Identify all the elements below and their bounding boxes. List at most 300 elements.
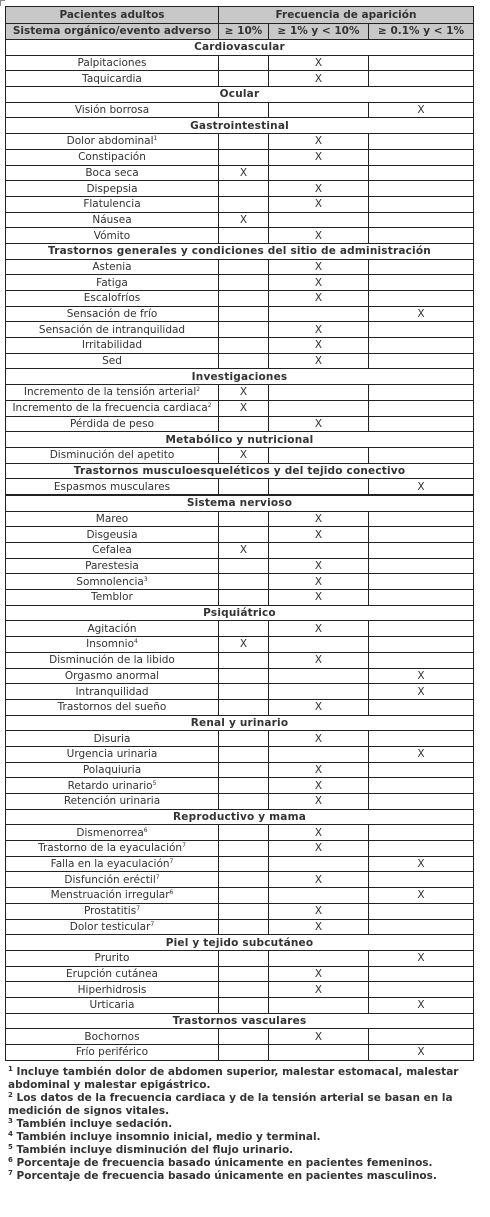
footnote-number: 4 <box>8 1130 13 1138</box>
frequency-cell-2: X <box>269 322 369 338</box>
table-row <box>6 55 474 71</box>
frequency-cell-1 <box>219 982 269 998</box>
event-name-text: Menstruación irregular <box>50 889 170 902</box>
frequency-cell-2: X <box>269 291 369 307</box>
table-row <box>6 731 474 747</box>
frequency-cell-3 <box>369 149 474 165</box>
frequency-cell-3: X <box>369 746 474 762</box>
section-row <box>6 1013 474 1029</box>
frequency-cell-3 <box>369 196 474 212</box>
frequency-cell-3 <box>369 574 474 590</box>
frequency-cell-3 <box>369 966 474 982</box>
table-row <box>6 527 474 543</box>
frequency-cell-1 <box>219 590 269 606</box>
frequency-cell-2: X <box>269 55 369 71</box>
event-name-text: Intranquilidad <box>75 685 149 698</box>
section-title: Trastornos vasculares <box>6 1013 474 1029</box>
event-name <box>6 400 219 416</box>
frequency-cell-1: X <box>219 385 269 401</box>
section-title: Sistema nervioso <box>6 495 474 511</box>
table-row <box>6 872 474 888</box>
frequency-cell-2 <box>269 856 369 872</box>
table-row <box>6 841 474 857</box>
frequency-cell-3 <box>369 543 474 559</box>
frequency-cell-3 <box>369 762 474 778</box>
frequency-cell-3: X <box>369 888 474 904</box>
frequency-cell-2 <box>269 400 369 416</box>
frequency-cell-2: X <box>269 71 369 87</box>
frequency-cell-1 <box>219 668 269 684</box>
table-row <box>6 888 474 904</box>
table-row <box>6 919 474 935</box>
event-name <box>6 558 219 574</box>
frequency-cell-1 <box>219 527 269 543</box>
section-row <box>6 432 474 448</box>
event-name-text: Visión borrosa <box>74 104 150 117</box>
event-name <box>6 699 219 715</box>
frequency-cell-2 <box>269 668 369 684</box>
footnote-ref: 1 <box>153 135 158 143</box>
frequency-cell-2: X <box>269 762 369 778</box>
event-name-text: Somnolencia <box>76 575 144 588</box>
frequency-cell-1 <box>219 778 269 794</box>
frequency-cell-1 <box>219 652 269 668</box>
event-name <box>6 778 219 794</box>
frequency-cell-2: X <box>269 527 369 543</box>
frequency-cell-3 <box>369 903 474 919</box>
frequency-cell-1 <box>219 322 269 338</box>
frequency-cell-3 <box>369 699 474 715</box>
frequency-cell-2: X <box>269 1029 369 1045</box>
frequency-cell-1 <box>219 511 269 527</box>
section-row <box>6 715 474 731</box>
frequency-cell-1 <box>219 841 269 857</box>
event-name-text: Retención urinaria <box>63 795 161 808</box>
table-row <box>6 778 474 794</box>
frequency-cell-3: X <box>369 479 474 495</box>
frequency-cell-1 <box>219 479 269 495</box>
frequency-cell-3 <box>369 353 474 369</box>
frequency-cell-2: X <box>269 228 369 244</box>
event-name-text: Fatiga <box>96 276 128 289</box>
frequency-cell-2 <box>269 543 369 559</box>
event-name-text: Dolor testicular <box>69 920 151 933</box>
frequency-cell-3 <box>369 71 474 87</box>
event-name <box>6 134 219 150</box>
footnote-ref: 6 <box>169 889 174 897</box>
event-name <box>6 888 219 904</box>
frequency-cell-2: X <box>269 872 369 888</box>
table-row <box>6 1045 474 1061</box>
frequency-cell-3 <box>369 181 474 197</box>
event-name <box>6 181 219 197</box>
frequency-cell-2 <box>269 684 369 700</box>
event-name-text: Náusea <box>92 213 132 226</box>
frequency-cell-2: X <box>269 338 369 354</box>
event-name <box>6 731 219 747</box>
event-name-text: Retardo urinario <box>67 779 153 792</box>
event-name-text: Dispepsia <box>86 182 138 195</box>
event-name-text: Escalofríos <box>83 292 141 305</box>
frequency-cell-3 <box>369 275 474 291</box>
frequency-cell-1 <box>219 731 269 747</box>
frequency-cell-2 <box>269 385 369 401</box>
table-row <box>6 102 474 118</box>
event-name <box>6 1045 219 1061</box>
frequency-cell-3 <box>369 55 474 71</box>
frequency-cell-2: X <box>269 794 369 810</box>
frequency-cell-3: X <box>369 668 474 684</box>
event-name <box>6 574 219 590</box>
frequency-cell-1: X <box>219 165 269 181</box>
section-title: Psiquiátrico <box>6 605 474 621</box>
event-name-text: Urgencia urinaria <box>66 748 158 761</box>
event-name-text: Frío periférico <box>75 1046 149 1059</box>
event-name-text: Prostatitis <box>83 905 137 918</box>
footnote-text: Porcentaje de frecuencia basado únicamente en pacientes masculinos. <box>16 1170 437 1182</box>
event-name-text: Bochornos <box>84 1030 140 1043</box>
header-row-top <box>6 7 474 24</box>
frequency-cell-3 <box>369 400 474 416</box>
table-row <box>6 966 474 982</box>
footnote <box>8 1144 486 1157</box>
event-name <box>6 652 219 668</box>
event-name-text: Parestesia <box>85 560 139 573</box>
frequency-cell-3 <box>369 447 474 463</box>
table-row <box>6 699 474 715</box>
frequency-cell-1: X <box>219 543 269 559</box>
event-name-text: Cefalea <box>92 544 132 557</box>
frequency-cell-2 <box>269 165 369 181</box>
frequency-cell-3: X <box>369 684 474 700</box>
event-name-text: Trastornos del sueño <box>57 701 167 714</box>
frequency-cell-2: X <box>269 574 369 590</box>
frequency-cell-2: X <box>269 731 369 747</box>
event-name-text: Sensación de intranquilidad <box>38 323 186 336</box>
frequency-cell-2: X <box>269 652 369 668</box>
table-body <box>6 40 474 1061</box>
table-row <box>6 574 474 590</box>
table-row <box>6 746 474 762</box>
frequency-cell-2: X <box>269 621 369 637</box>
header-freq-col-2: ≥ 1% y < 10% <box>269 23 369 40</box>
footnote-ref: 7 <box>150 920 155 928</box>
frequency-cell-1 <box>219 353 269 369</box>
event-name-text: Erupción cutánea <box>66 967 158 980</box>
footnote <box>8 1157 486 1170</box>
section-row <box>6 40 474 56</box>
event-name-text: Flatulencia <box>83 198 141 211</box>
frequency-cell-3 <box>369 621 474 637</box>
table-row <box>6 149 474 165</box>
event-name <box>6 228 219 244</box>
event-name-text: Espasmos musculares <box>53 480 171 493</box>
table-row <box>6 385 474 401</box>
event-name <box>6 684 219 700</box>
event-name <box>6 149 219 165</box>
frequency-cell-3 <box>369 322 474 338</box>
frequency-cell-3: X <box>369 1045 474 1061</box>
table-row <box>6 416 474 432</box>
footnote-ref: 6 <box>143 826 148 834</box>
event-name <box>6 825 219 841</box>
footnote-number: 1 <box>8 1065 13 1073</box>
header-frequency: Frecuencia de aparición <box>219 7 474 24</box>
frequency-cell-2 <box>269 637 369 653</box>
section-row <box>6 463 474 479</box>
frequency-cell-2: X <box>269 416 369 432</box>
frequency-cell-1 <box>219 699 269 715</box>
frequency-cell-2: X <box>269 590 369 606</box>
section-title: Investigaciones <box>6 369 474 385</box>
table-row <box>6 762 474 778</box>
footnote-ref: 7 <box>182 842 186 850</box>
frequency-cell-3 <box>369 637 474 653</box>
frequency-cell-3 <box>369 385 474 401</box>
frequency-cell-2: X <box>269 353 369 369</box>
table-row <box>6 684 474 700</box>
event-name <box>6 966 219 982</box>
frequency-cell-3 <box>369 825 474 841</box>
table-row <box>6 621 474 637</box>
event-name <box>6 841 219 857</box>
event-name <box>6 621 219 637</box>
frequency-cell-2: X <box>269 825 369 841</box>
frequency-cell-1 <box>219 903 269 919</box>
frequency-cell-1 <box>219 997 269 1013</box>
section-title: Ocular <box>6 87 474 103</box>
frequency-cell-2 <box>269 950 369 966</box>
event-name <box>6 527 219 543</box>
frequency-cell-2 <box>269 888 369 904</box>
table-row <box>6 306 474 322</box>
frequency-cell-2 <box>269 479 369 495</box>
footnote-text: Los datos de la frecuencia cardiaca y de la tensión arterial se basan en la medición de signos vitales. <box>8 1092 453 1117</box>
event-name-text: Taquicardia <box>82 72 142 85</box>
footnote <box>8 1118 486 1131</box>
event-name <box>6 196 219 212</box>
section-row <box>6 369 474 385</box>
frequency-cell-3: X <box>369 997 474 1013</box>
frequency-cell-2: X <box>269 699 369 715</box>
frequency-cell-3 <box>369 841 474 857</box>
frequency-cell-2 <box>269 306 369 322</box>
table-row <box>6 338 474 354</box>
event-name <box>6 322 219 338</box>
footnote-ref: 7 <box>169 858 174 866</box>
frequency-cell-3: X <box>369 306 474 322</box>
event-name <box>6 212 219 228</box>
table-row <box>6 447 474 463</box>
table-row <box>6 181 474 197</box>
frequency-cell-3 <box>369 416 474 432</box>
frequency-cell-1 <box>219 794 269 810</box>
footnote-ref: 5 <box>152 779 157 787</box>
frequency-cell-1: X <box>219 447 269 463</box>
frequency-cell-1 <box>219 181 269 197</box>
frequency-cell-1: X <box>219 212 269 228</box>
frequency-cell-2: X <box>269 841 369 857</box>
frequency-cell-3: X <box>369 856 474 872</box>
footnote-text: Porcentaje de frecuencia basado únicamente en pacientes femeninos. <box>16 1157 433 1169</box>
footnote-number: 5 <box>8 1143 13 1151</box>
event-name <box>6 71 219 87</box>
header-adult-patients: Pacientes adultos <box>6 7 219 24</box>
event-name-text: Dolor abdominal <box>66 135 154 148</box>
footnotes <box>8 1066 486 1183</box>
event-name-text: Incremento de la frecuencia cardiaca <box>12 402 208 415</box>
frequency-cell-2 <box>269 1045 369 1061</box>
frequency-cell-1 <box>219 291 269 307</box>
frequency-cell-1 <box>219 416 269 432</box>
section-row <box>6 243 474 259</box>
event-name-text: Sed <box>102 355 122 368</box>
footnote-ref: 3 <box>143 575 148 583</box>
table-row <box>6 322 474 338</box>
event-name-text: Disgeusia <box>86 528 138 541</box>
footnote <box>8 1092 486 1118</box>
frequency-cell-1 <box>219 825 269 841</box>
event-name <box>6 385 219 401</box>
frequency-cell-1 <box>219 856 269 872</box>
frequency-cell-2: X <box>269 134 369 150</box>
frequency-cell-3 <box>369 338 474 354</box>
frequency-cell-3 <box>369 1029 474 1045</box>
event-name-text: Constipación <box>78 151 146 164</box>
section-title: Renal y urinario <box>6 715 474 731</box>
frequency-cell-2 <box>269 212 369 228</box>
footnote-number: 7 <box>8 1169 13 1177</box>
event-name-text: Pérdida de peso <box>69 417 155 430</box>
footnote-ref: 2 <box>207 402 212 410</box>
section-title: Gastrointestinal <box>6 118 474 134</box>
section-row <box>6 935 474 951</box>
section-title: Piel y tejido subcutáneo <box>6 935 474 951</box>
event-name <box>6 794 219 810</box>
event-name-text: Dismenorrea <box>76 826 144 839</box>
section-title: Trastornos generales y condiciones del sitio de administración <box>6 243 474 259</box>
footnote-number: 2 <box>8 1091 13 1099</box>
event-name-text: Mareo <box>95 512 129 525</box>
table-row <box>6 1029 474 1045</box>
frequency-cell-3 <box>369 165 474 181</box>
frequency-cell-1 <box>219 762 269 778</box>
event-name <box>6 997 219 1013</box>
event-name-text: Trastorno de la eyaculación <box>38 842 183 855</box>
frequency-cell-3 <box>369 511 474 527</box>
table-row <box>6 291 474 307</box>
event-name <box>6 165 219 181</box>
frequency-cell-2: X <box>269 511 369 527</box>
table-row <box>6 997 474 1013</box>
header-system-column: Sistema orgánico/evento adverso <box>6 23 219 40</box>
frequency-cell-2: X <box>269 982 369 998</box>
event-name-text: Prurito <box>94 952 130 965</box>
frequency-cell-2: X <box>269 966 369 982</box>
footnote-text: También incluye disminución del flujo urinario. <box>16 1144 294 1156</box>
frequency-cell-1 <box>219 558 269 574</box>
event-name-text: Agitación <box>87 622 137 635</box>
footnote-ref: 7 <box>155 873 160 881</box>
frequency-cell-3 <box>369 259 474 275</box>
event-name-text: Vómito <box>93 229 131 242</box>
frequency-cell-3: X <box>369 950 474 966</box>
frequency-cell-2 <box>269 102 369 118</box>
table-row <box>6 950 474 966</box>
frequency-cell-1 <box>219 888 269 904</box>
event-name <box>6 447 219 463</box>
frequency-cell-1 <box>219 338 269 354</box>
frequency-cell-2: X <box>269 903 369 919</box>
frequency-cell-1 <box>219 228 269 244</box>
frequency-cell-2: X <box>269 919 369 935</box>
event-name <box>6 416 219 432</box>
section-title: Reproductivo y mama <box>6 809 474 825</box>
frequency-cell-1 <box>219 574 269 590</box>
event-name <box>6 338 219 354</box>
frequency-cell-2: X <box>269 558 369 574</box>
table-row <box>6 637 474 653</box>
frequency-cell-3 <box>369 590 474 606</box>
frequency-cell-1 <box>219 966 269 982</box>
table-row <box>6 794 474 810</box>
event-name-text: Orgasmo anormal <box>64 669 160 682</box>
frequency-cell-3 <box>369 919 474 935</box>
frequency-cell-1 <box>219 306 269 322</box>
frequency-cell-1 <box>219 134 269 150</box>
table-row <box>6 668 474 684</box>
event-name-text: Hiperhidrosis <box>77 983 147 996</box>
event-name <box>6 919 219 935</box>
event-name <box>6 543 219 559</box>
event-name-text: Urticaria <box>89 999 135 1012</box>
event-name-text: Astenia <box>92 260 132 273</box>
table-row <box>6 856 474 872</box>
frequency-cell-2 <box>269 447 369 463</box>
frequency-cell-2: X <box>269 259 369 275</box>
frequency-cell-2: X <box>269 149 369 165</box>
footnote-number: 3 <box>8 1117 13 1125</box>
table-row <box>6 558 474 574</box>
event-name <box>6 479 219 495</box>
frequency-cell-1 <box>219 102 269 118</box>
frequency-cell-3 <box>369 652 474 668</box>
table-row <box>6 825 474 841</box>
table-row <box>6 590 474 606</box>
table-row <box>6 982 474 998</box>
event-name-text: Boca seca <box>85 166 139 179</box>
footnote-text: Incluye también dolor de abdomen superior, malestar estomacal, malestar abdominal y malestar epigástrico. <box>8 1066 459 1091</box>
footnote-text: También incluye sedación. <box>16 1118 173 1130</box>
frequency-cell-2: X <box>269 196 369 212</box>
frequency-cell-1 <box>219 1029 269 1045</box>
footnote-ref: 7 <box>136 905 141 913</box>
event-name <box>6 856 219 872</box>
event-name-text: Temblor <box>91 591 133 604</box>
table-row <box>6 652 474 668</box>
frequency-cell-1 <box>219 684 269 700</box>
event-name-text: Insomnio <box>86 638 135 651</box>
table-row <box>6 71 474 87</box>
frequency-cell-2 <box>269 746 369 762</box>
frequency-cell-1 <box>219 1045 269 1061</box>
frequency-cell-1 <box>219 71 269 87</box>
footnote-ref: 4 <box>134 638 138 646</box>
event-name <box>6 762 219 778</box>
section-title: Metabólico y nutricional <box>6 432 474 448</box>
footnote-text: También incluye insomnio inicial, medio y terminal. <box>16 1131 321 1143</box>
event-name-text: Palpitaciones <box>77 57 147 70</box>
